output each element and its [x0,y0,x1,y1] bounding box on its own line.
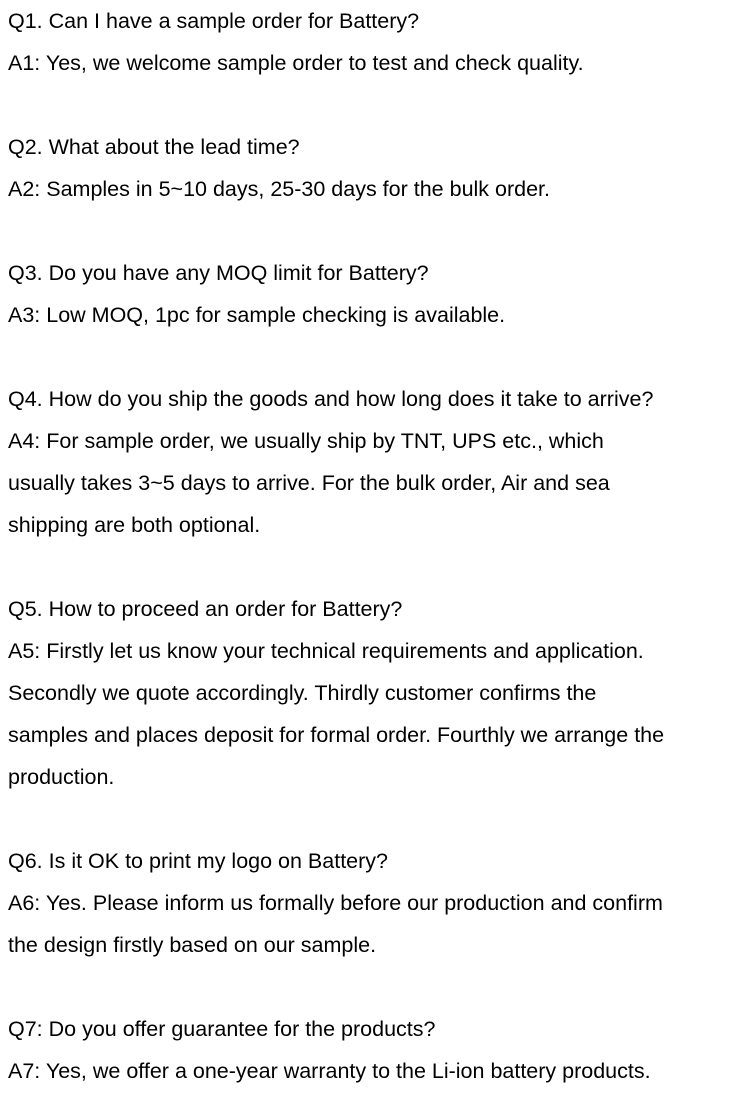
faq-answer-line: production. [8,765,115,789]
faq-item [8,1008,748,1092]
faq-question: Q2. What about the lead time? [8,135,300,159]
faq-item [8,0,748,84]
faq-question: Q3. Do you have any MOQ limit for Battery? [8,261,429,285]
faq-answer-line: shipping are both optional. [8,513,261,537]
faq-answer-line: A4: For sample order, we usually ship by TNT, UPS etc., which [8,429,604,453]
faq-item [8,126,748,210]
faq-item [8,588,748,798]
faq-answer-line: samples and places deposit for formal order. Fourthly we arrange the [8,723,665,747]
faq-question: Q4. How do you ship the goods and how long does it take to arrive? [8,387,654,411]
faq-answer-line: A7: Yes, we offer a one-year warranty to the Li-ion battery products. [8,1059,651,1083]
faq-list [8,0,748,1092]
faq-spacer [8,210,748,252]
faq-answer-line: A2: Samples in 5~10 days, 25-30 days for the bulk order. [8,177,551,201]
faq-item [8,252,748,336]
faq-question: Q6. Is it OK to print my logo on Battery? [8,849,388,873]
faq-question: Q1. Can I have a sample order for Battery? [8,9,420,33]
faq-answer-line: A6: Yes. Please inform us formally before our production and confirm [8,891,663,915]
faq-answer-line: A5: Firstly let us know your technical requirements and application. [8,639,644,663]
faq-spacer [8,966,748,1008]
faq-answer-line: the design firstly based on our sample. [8,933,377,957]
faq-question: Q7: Do you offer guarantee for the products? [8,1017,436,1041]
faq-spacer [8,336,748,378]
faq-answer-line: usually takes 3~5 days to arrive. For the bulk order, Air and sea [8,471,610,495]
faq-answer-line: A3: Low MOQ, 1pc for sample checking is available. [8,303,506,327]
faq-item [8,840,748,966]
faq-spacer [8,798,748,840]
faq-answer-line: Secondly we quote accordingly. Thirdly customer confirms the [8,681,597,705]
faq-question: Q5. How to proceed an order for Battery? [8,597,403,621]
faq-spacer [8,84,748,126]
faq-answer-line: A1: Yes, we welcome sample order to test and check quality. [8,51,584,75]
faq-spacer [8,546,748,588]
faq-item [8,378,748,546]
